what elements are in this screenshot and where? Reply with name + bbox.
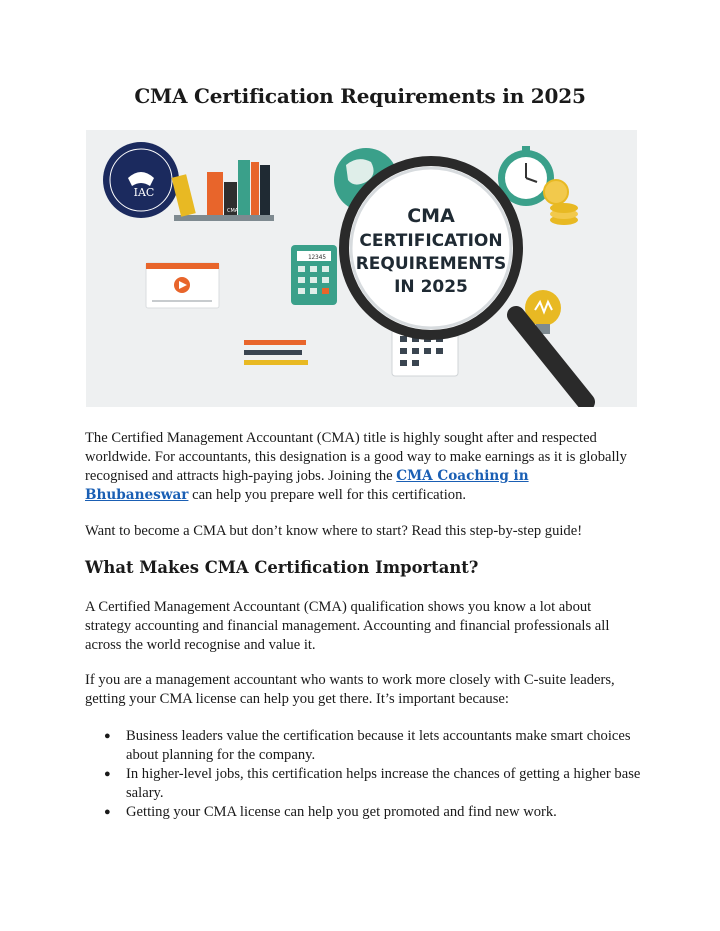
books-shelf-icon [172, 160, 274, 221]
section-paragraph-1: A Certified Management Accountant (CMA) qualification shows you know a lot about strategy accounting and financial management. Accounting and financial professionals all across the world recognise and value it. [85, 599, 610, 653]
hero-headline-line-3: REQUIREMENTS [355, 254, 507, 274]
logo-seal [103, 142, 179, 218]
svg-text:CMA: CMA [227, 208, 239, 214]
hero-headline-line-2: CERTIFICATION [359, 231, 503, 251]
svg-text:IAC: IAC [133, 186, 155, 199]
intro-text-1: The Certified Management Accountant (CMA) title is highly sought after and respected worldwide. For accountants, this designation is a good way to make earnings as it is globally recognised and attracts high-paying jobs. Joining the [85, 430, 627, 484]
cma-coaching-link[interactable]: CMA Coaching in Bhubaneswar [85, 468, 529, 503]
bullet-icon: ● [104, 806, 111, 818]
video-player-icon [146, 263, 219, 308]
intro-paragraph [85, 429, 635, 505]
list-item: ● Getting your CMA license can help you get promoted and find new work. [104, 804, 557, 820]
bullet-icon: ● [104, 730, 111, 742]
svg-text:12345: 12345 [307, 254, 326, 261]
hero-headline-line-1: CMA [407, 205, 455, 227]
hero-headline-line-4: IN 2025 [394, 277, 468, 297]
calculator-icon [291, 245, 337, 305]
guide-paragraph: Want to become a CMA but don’t know where to start? Read this step-by-step guide! [85, 523, 583, 539]
list-item: ● In higher-level jobs, this certification helps increase the chances of getting a higher base salary. [104, 766, 641, 801]
pencils-icon [244, 340, 308, 365]
section-paragraph-2: If you are a management accountant who wants to work more closely with C-suite leaders, getting your CMA license can help you get there. It’s important because: [85, 672, 615, 707]
document-title: CMA Certification Requirements in 2025 [134, 84, 586, 108]
importance-list [85, 727, 645, 822]
coins-icon [544, 180, 578, 225]
section-heading: What Makes CMA Certification Important? [85, 558, 479, 577]
hero-image [86, 130, 637, 407]
bullet-icon: ● [104, 768, 111, 780]
intro-text-2: can help you prepare well for this certification. [188, 487, 467, 503]
list-item: ● Business leaders value the certification because it lets accountants make smart choices about planning for the company. [104, 728, 631, 763]
